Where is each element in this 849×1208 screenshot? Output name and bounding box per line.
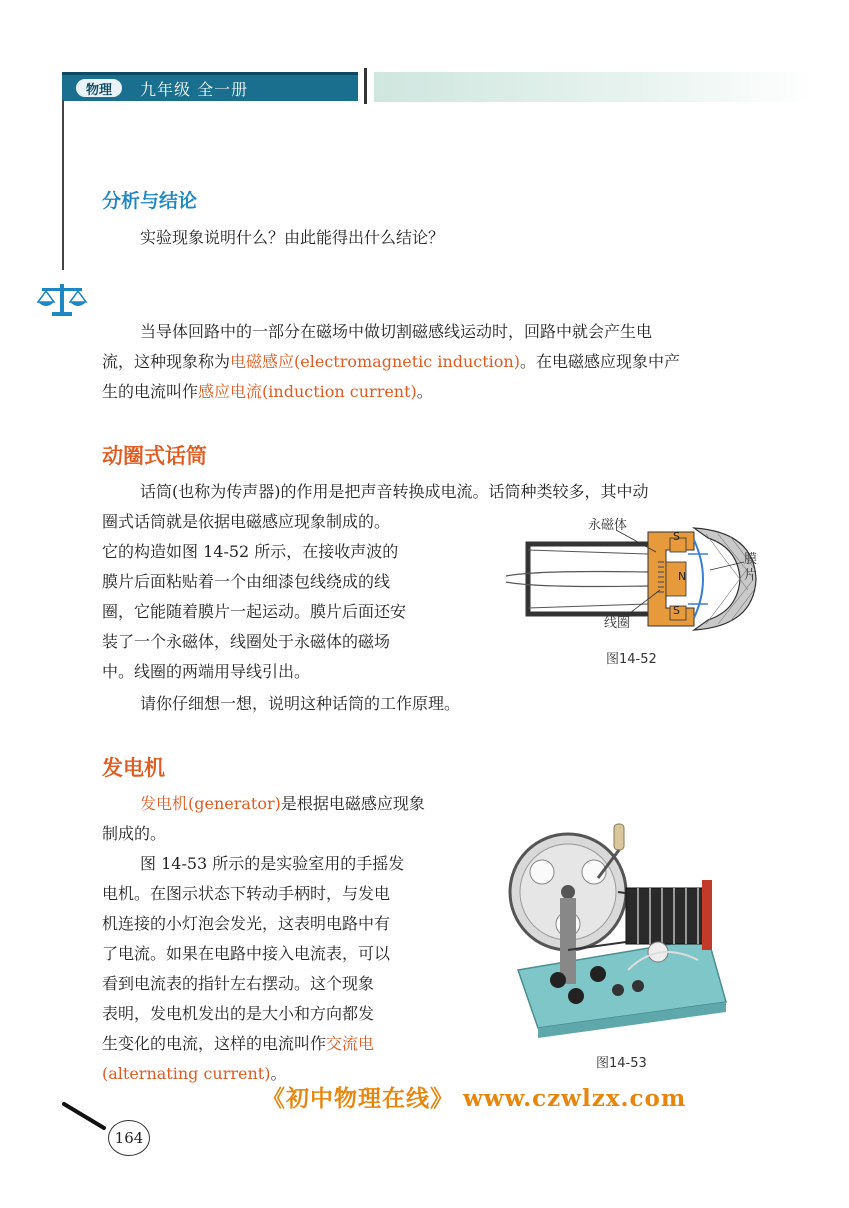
term-electromagnetic-induction-en: (electromagnetic induction) — [294, 352, 520, 371]
pole-n: N — [678, 570, 687, 583]
mic-line-5: 圈，它能随着膜片一起运动。膜片后面还安 — [102, 602, 407, 621]
term-alternating-current: 交流电 — [326, 1034, 375, 1053]
mic-line-2: 圈式话筒就是依据电磁感应现象制成的。 — [102, 512, 391, 531]
mic-line-8: 请你仔细想一想，说明这种话筒的工作原理。 — [140, 694, 461, 713]
balance-scale-icon — [36, 282, 88, 318]
label-coil: 线圈 — [604, 616, 631, 631]
mic-line-3: 它的构造如图 14-52 所示，在接收声波的 — [102, 542, 399, 561]
term-generator: 发电机 — [140, 794, 189, 813]
header-gradient — [374, 72, 814, 102]
intro-line-3-post: 。 — [416, 382, 433, 401]
term-induction-current: 感应电流 — [198, 382, 263, 401]
gen-line-10-end: 。 — [270, 1064, 287, 1083]
gen-line-3: 图 14-53 所示的是实验室用的手摇发 — [140, 854, 405, 873]
page-number: 164 — [108, 1120, 150, 1156]
analysis-question: 实验现象说明什么？由此能得出什么结论？ — [140, 228, 445, 247]
header-divider — [364, 68, 367, 104]
figure-14-53-generator-photo — [498, 820, 738, 1040]
term-generator-en: (generator) — [188, 794, 281, 813]
gen-line-6: 了电流。如果在电路中接入电流表，可以 — [102, 944, 391, 963]
header-bar — [62, 72, 358, 101]
gen-line-8: 表明，发电机发出的是大小和方向都发 — [102, 1004, 375, 1023]
intro-line-2 — [102, 348, 680, 376]
gen-line-5: 机连接的小灯泡会发光，这表明电路中有 — [102, 914, 391, 933]
label-permanent-magnet: 永磁体 — [588, 518, 628, 533]
subject-badge: 物理 — [76, 79, 122, 97]
intro-line-2-pre: 流，这种现象称为 — [102, 352, 231, 371]
section-heading-generator: 发电机 — [102, 756, 165, 780]
gen-line-10 — [102, 1060, 287, 1088]
label-membrane: 膜片 — [744, 552, 758, 583]
left-margin-rule — [62, 100, 64, 270]
intro-line-3-pre: 生的电流叫作 — [102, 382, 199, 401]
intro-line-3 — [102, 378, 433, 406]
figure-14-53-caption: 图14-53 — [596, 1056, 647, 1071]
gen-line-7: 看到电流表的指针左右摆动。这个现象 — [102, 974, 375, 993]
gen-line-1 — [140, 790, 425, 818]
gen-line-9 — [102, 1030, 374, 1058]
gen-line-2: 制成的。 — [102, 824, 167, 843]
grade-label: 九年级 全一册 — [140, 79, 249, 99]
mic-line-7: 中。线圈的两端用导线引出。 — [102, 662, 311, 681]
gen-line-1-post: 是根据电磁感应现象 — [280, 794, 425, 813]
mic-line-1: 话筒(也称为传声器)的作用是把声音转换成电流。话筒种类较多，其中动 — [140, 482, 649, 501]
watermark: 《初中物理在线》 www.czwlzx.com — [262, 1085, 687, 1112]
mic-line-6: 装了一个永磁体，线圈处于永磁体的磁场 — [102, 632, 391, 651]
term-induction-current-en: (induction current) — [262, 382, 417, 401]
term-alternating-current-en: (alternating current) — [102, 1064, 271, 1083]
section-heading-microphone: 动圈式话筒 — [102, 444, 207, 468]
pole-s-top: S — [673, 530, 680, 543]
intro-line-1: 当导体回路中的一部分在磁场中做切割磁感线运动时，回路中就会产生电 — [140, 322, 653, 341]
figure-14-52-caption: 图14-52 — [606, 652, 657, 667]
intro-line-2-post: 。在电磁感应现象中产 — [519, 352, 680, 371]
gen-line-4: 电机。在图示状态下转动手柄时，与发电 — [102, 884, 391, 903]
gen-line-9-pre: 生变化的电流，这样的电流叫作 — [102, 1034, 327, 1053]
term-electromagnetic-induction: 电磁感应 — [230, 352, 295, 371]
section-heading-analysis: 分析与结论 — [102, 190, 198, 212]
pole-s-bottom: S — [673, 604, 680, 617]
mic-line-4: 膜片后面粘贴着一个由细漆包线绕成的线 — [102, 572, 391, 591]
figure-14-52-microphone-diagram — [498, 510, 778, 638]
